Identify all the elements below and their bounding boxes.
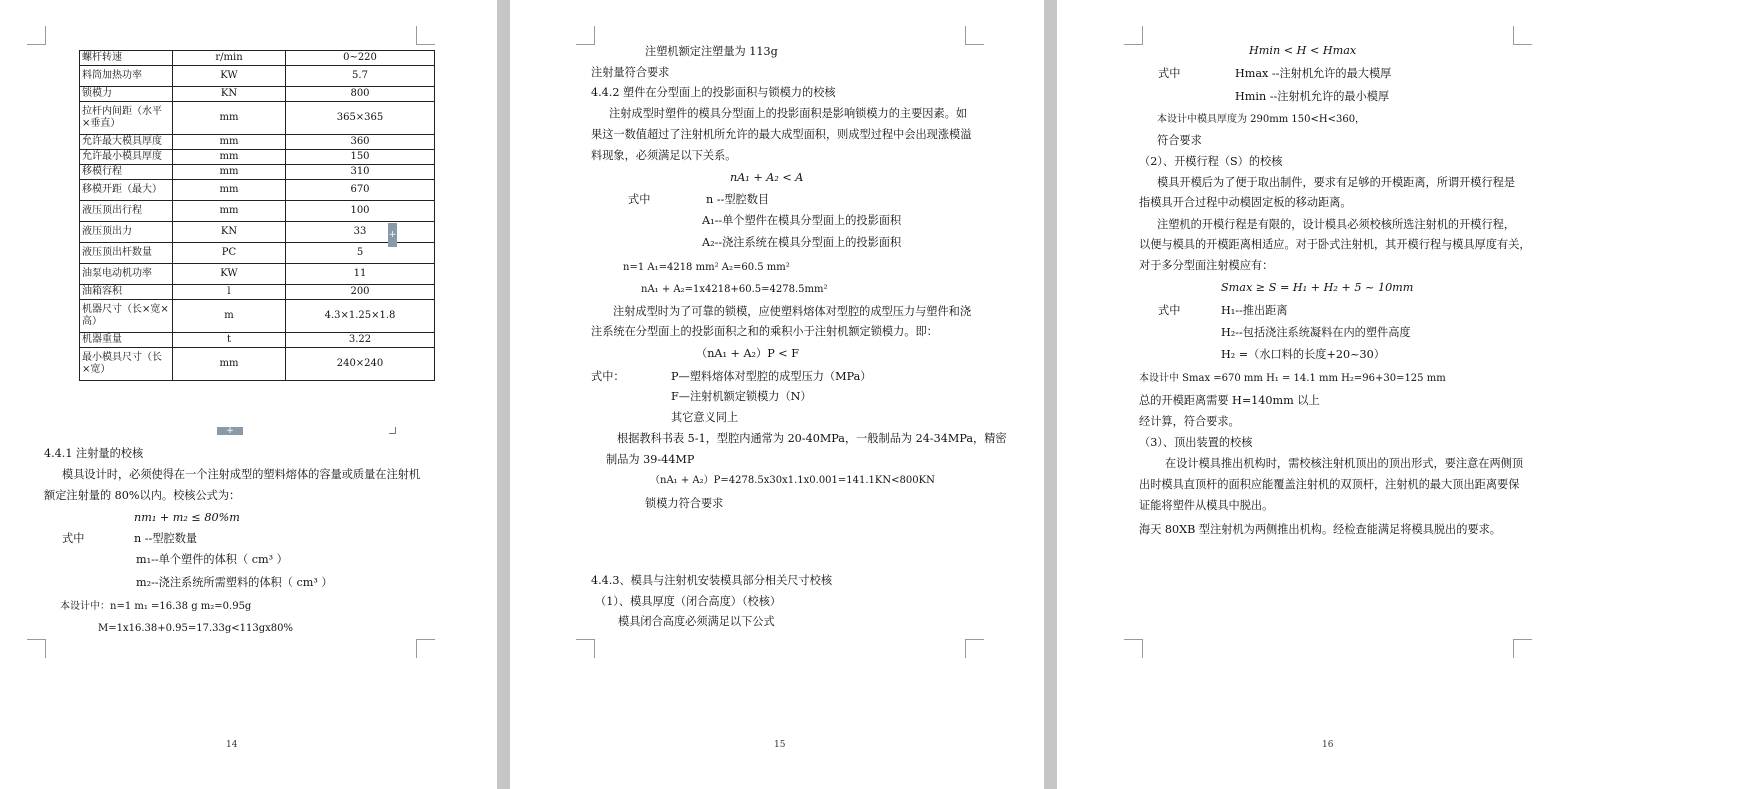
unit-cell: mm [173,165,286,180]
unit-cell: l [173,285,286,300]
calculation-result: M=1x16.38+0.95=17.33g<113gx80% [98,623,294,634]
paragraph-line: 出时模具直顶杆的面积应能覆盖注射机的双顶杆，注射机的最大顶出距离要保 [1139,478,1520,491]
formula-where-label: 式中 [1158,304,1181,317]
table-row [80,135,435,150]
subsection-heading: （3）、顶出装置的校核 [1139,436,1253,449]
subsection-heading: （1）、模具厚度（闭合高度）（校核） [595,595,782,608]
table-row [80,180,435,201]
param-name-cell: 液压顶出行程 [80,201,173,222]
paragraph-line: 证能将塑件从模具中脱出。 [1139,499,1274,512]
paragraph-line: 注射成型时塑件的模具分型面上的投影面积是影响锁模力的主要因素。如 [609,107,968,120]
variable-definition: Hmax --注射机允许的最大模厚 [1235,67,1392,80]
value-cell: 3.22 [286,333,435,348]
table-resize-handle[interactable] [389,427,396,434]
text-line: 经计算，符合要求。 [1139,415,1240,428]
table-row [80,165,435,180]
crop-mark [576,26,595,45]
paragraph-line: 模具开模后为了便于取出制件，要求有足够的开模距离，所谓开模行程是 [1157,176,1516,189]
value-cell: 800 [286,87,435,102]
paragraph-line: 果这一数值超过了注射机所允许的最大成型面积，则成型过程中会出现涨模溢 [591,128,972,141]
paragraph-line: 根据教科书表 5-1，型腔内通常为 20-40MPa，一般制品为 24-34MPa，精密 [617,432,1007,445]
text-line: 模具闭合高度必须满足以下公式 [618,615,775,628]
param-name-cell: 移模行程 [80,165,173,180]
text-line: 锁模力符合要求 [645,497,724,510]
paragraph-line: 额定注射量的 80%以内。校核公式为： [44,489,241,502]
value-cell: 5 [286,243,435,264]
text-line: 符合要求 [1157,134,1202,147]
table-row [80,87,435,102]
table-add-column-handle[interactable]: + [388,223,397,247]
param-name-cell: 油箱容积 [80,285,173,300]
page-gap [497,0,510,789]
table-row [80,285,435,300]
page-number: 16 [1322,740,1334,750]
crop-mark [1124,639,1143,658]
value-cell: 310 [286,165,435,180]
param-name-cell: 液压顶出力 [80,222,173,243]
formula: nA₁ + A₂ < A [730,171,804,184]
table-row [80,348,435,381]
crop-mark [576,639,595,658]
paragraph-line: 注塑机的开模行程是有限的，设计模具必须校核所选注射机的开模行程， [1157,218,1516,231]
variable-definition: n --型腔数目 [706,193,770,206]
page-16 [1057,0,1744,789]
table-row [80,264,435,285]
section-heading: 4.4.1 注射量的校核 [44,447,144,460]
unit-cell: mm [173,201,286,222]
paragraph-line: 注射成型时为了可靠的锁模，应使塑料熔体对型腔的成型压力与塑件和浇 [613,305,972,318]
paragraph-line: 注系统在分型面上的投影面积之和的乘积小于注射机额定锁模力。即： [591,325,938,338]
page-15 [510,0,1044,789]
variable-definition: m₁--单个塑件的体积（ cm³ ） [136,553,288,566]
unit-cell: mm [173,150,286,165]
table-add-row-handle[interactable]: + [217,427,243,435]
param-name-cell: 螺杆转速 [80,51,173,66]
crop-mark [416,26,435,45]
value-cell: 670 [286,180,435,201]
value-cell: 33 [286,222,435,243]
injection-machine-spec-table [79,50,435,381]
variable-definition: A₂--浇注系统在模具分型面上的投影面积 [702,236,902,249]
unit-cell: mm [173,180,286,201]
table-row [80,150,435,165]
param-name-cell: 机器重量 [80,333,173,348]
variable-definition: H₂--包括浇注系统凝料在内的塑件高度 [1221,326,1411,339]
subsection-heading: （2）、开模行程（S）的校核 [1139,155,1283,168]
page-number: 14 [226,740,238,750]
variable-definition: H₁--推出距离 [1221,304,1288,317]
formula: nm₁ + m₂ ≤ 80%m [134,511,240,524]
table-row [80,51,435,66]
value-cell: 5.7 [286,66,435,87]
crop-mark [27,639,46,658]
param-name-cell: 料筒加热功率 [80,66,173,87]
value-cell: 360 [286,135,435,150]
paragraph-line: 模具设计时，必须使得在一个注射成型的塑料熔体的容量或质量在注射机 [62,468,421,481]
unit-cell: PC [173,243,286,264]
param-name-cell: 移模开距（最大） [80,180,173,201]
crop-mark [1513,26,1532,45]
page-14 [0,0,497,789]
formula-where-label: 式中 [628,193,651,206]
formula: （nA₁ + A₂）P < F [696,347,799,360]
param-name-cell: 油泵电动机功率 [80,264,173,285]
table-row [80,102,435,135]
unit-cell: KW [173,264,286,285]
param-name-cell: 允许最大模具厚度 [80,135,173,150]
variable-definition: n --型腔数量 [134,532,198,545]
text-line: 总的开模距离需要 H=140mm 以上 [1139,394,1320,407]
paragraph-line: 制品为 39-44MP [606,453,695,466]
value-cell: 0~220 [286,51,435,66]
unit-cell: KN [173,222,286,243]
unit-cell: mm [173,102,286,135]
unit-cell: t [173,333,286,348]
variable-definition: m₂--浇注系统所需塑料的体积（ cm³ ） [136,576,333,589]
unit-cell: KW [173,66,286,87]
crop-mark [965,26,984,45]
section-heading: 4.4.3、模具与注射机安装模具部分相关尺寸校核 [591,574,833,587]
page-number: 15 [774,740,786,750]
formula: Smax ≥ S = H₁ + H₂ + 5 ~ 10mm [1221,281,1414,294]
unit-cell: r/min [173,51,286,66]
table-row [80,300,435,333]
crop-mark [27,26,46,45]
value-cell: 100 [286,201,435,222]
value-cell: 365×365 [286,102,435,135]
variable-definition: Hmin --注射机允许的最小模厚 [1235,90,1390,103]
value-cell: 4.3×1.25×1.8 [286,300,435,333]
text-line: 注射量符合要求 [591,66,670,79]
table-row [80,243,435,264]
calculation: （nA₁ + A₂）P=4278.5x30x1.1x0.001=141.1KN<800KN [650,475,935,486]
value-cell: 150 [286,150,435,165]
formula-where-label: 式中 [62,532,85,545]
table-row [80,66,435,87]
paragraph-line: 在设计模具推出机构时，需校核注射机顶出的顶出形式，要注意在两侧顶 [1165,457,1524,470]
variable-definition: A₁--单个塑件在模具分型面上的投影面积 [702,214,902,227]
formula-where-label: 式中： [591,370,625,383]
value-cell: 11 [286,264,435,285]
variable-definition: P—塑料熔体对型腔的成型压力（MPa） [671,370,872,383]
design-values: n=1 A₁=4218 mm² A₂=60.5 mm² [623,262,790,273]
value-cell: 240×240 [286,348,435,381]
crop-mark [416,639,435,658]
formula: Hmin < H < Hmax [1249,44,1357,57]
paragraph-line: 指模具开合过程中动模固定板的移动距离。 [1139,196,1352,209]
formula-where-label: 式中 [1158,67,1181,80]
text-line: 注塑机额定注塑量为 113g [645,45,778,58]
variable-definition: F—注射机额定锁模力（N） [671,390,812,403]
param-name-cell: 最小模具尺寸（长×宽） [80,348,173,381]
table-row [80,333,435,348]
paragraph-line: 对于多分型面注射模应有： [1139,259,1274,272]
unit-cell: mm [173,135,286,150]
design-values: 本设计中模具厚度为 290mm 150<H<360， [1157,114,1366,125]
variable-definition: 其它意义同上 [671,411,739,424]
design-values: 本设计中 Smax =670 mm H₁ = 14.1 mm H₂=96+30=125 mm [1139,373,1446,384]
unit-cell: KN [173,87,286,102]
section-heading: 4.4.2 塑件在分型面上的投影面积与锁模力的校核 [591,86,836,99]
unit-cell: m [173,300,286,333]
paragraph-line: 以便与模具的开模距离相适应。对于卧式注射机，其开模行程与模具厚度有关， [1139,238,1531,251]
param-name-cell: 锁模力 [80,87,173,102]
crop-mark [1513,639,1532,658]
crop-mark [965,639,984,658]
paragraph-line: 海天 80XB 型注射机为两侧推出机构。经检查能满足将模具脱出的要求。 [1139,523,1501,536]
variable-definition: H₂ =（水口料的长度+20~30） [1221,348,1385,361]
param-name-cell: 允许最小模具厚度 [80,150,173,165]
page-gap [1044,0,1057,789]
param-name-cell: 机器尺寸（长×宽×高） [80,300,173,333]
table-row [80,201,435,222]
param-name-cell: 拉杆内间距（水平×垂直） [80,102,173,135]
paragraph-line: 料现象，必须满足以下关系。 [591,149,737,162]
crop-mark [1124,26,1143,45]
unit-cell: mm [173,348,286,381]
calculation: nA₁ + A₂=1x4218+60.5=4278.5mm² [641,284,828,295]
value-cell: 200 [286,285,435,300]
table-row [80,222,435,243]
param-name-cell: 液压顶出杆数量 [80,243,173,264]
design-values: 本设计中：n=1 m₁ =16.38 g m₂=0.95g [60,601,252,612]
